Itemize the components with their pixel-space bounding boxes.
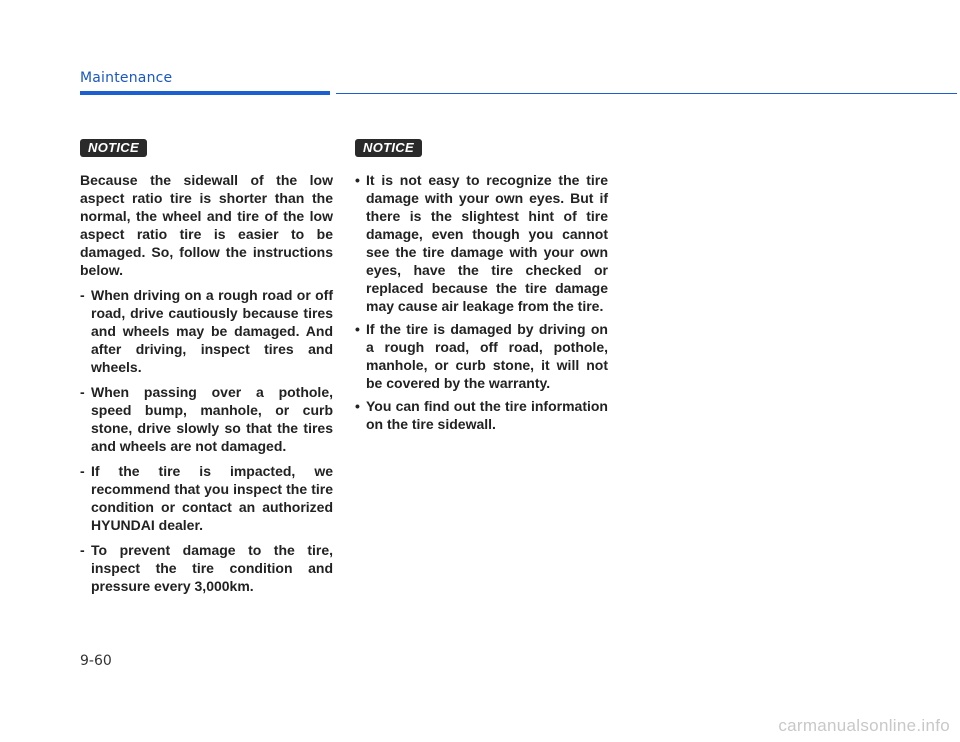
left-column [80, 139, 333, 595]
list-item-text: When passing over a pothole, speed bump, manhole, or curb stone, drive slowly so that the tires and wheels are not damaged. [91, 384, 333, 454]
list-item [80, 383, 333, 455]
list-item-text: If the tire is impacted, we recommend that you inspect the tire condition or contact an authorized HYUNDAI dealer. [91, 463, 333, 533]
dash-marker: - [80, 287, 85, 303]
list-item [355, 320, 608, 392]
list-item-text: To prevent damage to the tire, inspect the tire condition and pressure every 3,000km. [91, 542, 333, 594]
list-item [355, 397, 608, 433]
right-notice-list [355, 171, 608, 433]
dash-marker: - [80, 542, 85, 558]
bullet-marker: • [355, 321, 360, 337]
list-item [80, 462, 333, 534]
right-column [355, 139, 608, 433]
list-item-text: It is not easy to recognize the tire damage with your own eyes. But if there is the slightest hint of tire damage, even though you cannot see the tire damage with your own eyes, have the tire checked or replaced because the tire damage may cause air leakage from the tire. [366, 172, 608, 314]
dash-marker: - [80, 384, 85, 400]
intro-paragraph: Because the sidewall of the low aspect ratio tire is shorter than the normal, the wheel and tire of the low aspect ratio tire is easier to be damaged. So, follow the instructions below. [80, 172, 333, 278]
watermark: carmanualsonline.info [778, 716, 950, 735]
list-item-text: If the tire is damaged by driving on a rough road, off road, pothole, manhole, or curb stone, it will not be covered by the warranty. [366, 321, 608, 391]
header-rule-thick [80, 91, 330, 95]
page-number: 9-60 [80, 653, 112, 669]
notice-badge-right: NOTICE [355, 139, 422, 157]
list-item-text: You can find out the tire information on the tire sidewall. [366, 398, 608, 432]
list-item [80, 286, 333, 376]
bullet-marker: • [355, 398, 360, 414]
list-item [80, 541, 333, 595]
list-item-text: When driving on a rough road or off road, drive cautiously because tires and wheels may be damaged. And after driving, inspect tires and wheels. [91, 287, 333, 375]
left-instruction-list [80, 286, 333, 595]
header-rule-thin [336, 93, 957, 94]
notice-badge-left: NOTICE [80, 139, 147, 157]
section-title: Maintenance [80, 70, 173, 86]
list-item [355, 171, 608, 315]
bullet-marker: • [355, 172, 360, 188]
dash-marker: - [80, 463, 85, 479]
